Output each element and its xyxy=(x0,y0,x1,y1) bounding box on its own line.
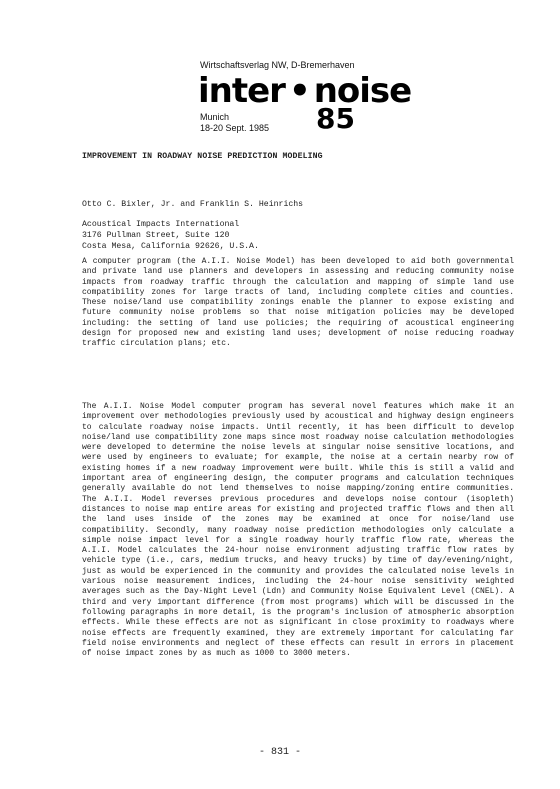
paper-title: IMPROVEMENT IN ROADWAY NOISE PREDICTION MODELING xyxy=(82,152,323,161)
paper-authors: Otto C. Bixler, Jr. and Franklin S. Heinrichs xyxy=(82,200,304,209)
publisher-line: Wirtschaftsverlag NW, D-Bremerhaven xyxy=(200,60,355,70)
conference-year: 85 xyxy=(316,102,355,135)
affiliation-line: 3176 Pullman Street, Suite 120 xyxy=(82,231,230,240)
body-paragraph: A computer program (the A.I.I. Noise Model) has been developed to aid both governmental and private land use planners and developers in assessing and reducing community noise impacts from roadway traffic through the calculation and mapping of simple land use compatibility zones for large tracts of land, including complete cities and counties. These noise/land use compatibility zonings enable the planner to expose existing and future community noise problems so that noise mitigation policies may be developed including: the setting of land use policies; the requiring of acoustical engineering design for proposed new and existing land uses; development of noise reducing roadway traffic circulation plans; etc. xyxy=(82,257,514,349)
body-paragraph: The A.I.I. Noise Model computer program has several novel features which make it an improvement over methodologies previously used by acoustical and highway design engineers to calculate roadway noise impacts. Until recently, it has been difficult to develop noise/land use compatibility zone maps since most roadway noise calculation methodologies were developed to determine the noise levels at singular noise sensitive locations, and were used by engineers to evaluate; for example, the noise at a certain nearby row of existing homes if a new roadway improvement were built. While this is still a valid and important area of engineering design, the computer programs and calculation techniques generally available do not lend themselves to noise mapping/zoning entire communities. The A.I.I. Model reverses previous procedures and develops noise contour (isopleth) distances to noise map entire areas for existing and projected traffic flows and then all the land uses inside of the zones may be examined at once for noise/land use compatibility. Secondly, many roadway noise prediction methodologies only calculate a simple noise impact level for a single roadway hourly traffic flow rate, whereas the A.I.I. Model calculates the 24-hour noise environment adjusting traffic flow rates by vehicle type (i.e., cars, medium trucks, and heavy trucks) by time of day/evening/night, just as would be experienced in the community and provides the calculated noise levels in various noise measurement indices, including the 24-hour noise sensitivity weighted averages such as the Day-Night Level (Ldn) and Community Noise Equivalent Level (CNEL). A third and very important difference (from most programs) which will be discussed in the following paragraphs in more detail, is the program's inclusion of atmospheric absorption effects. While these effects are not as significant in close proximity to roadways where noise effects are frequently examined, they are extremely important for calculating far field noise environments and neglect of these effects can result in errors in placement of noise impact zones by as much as 1000 to 3000 meters. xyxy=(82,402,514,659)
conference-logo xyxy=(198,71,412,111)
conference-dates: 18-20 Sept. 1985 xyxy=(200,123,270,133)
conference-venue xyxy=(200,112,269,134)
logo-word-inter: inter xyxy=(198,71,285,111)
conference-city: Munich xyxy=(200,112,230,122)
page-number: - 831 - xyxy=(258,747,301,758)
affiliation-line: Costa Mesa, California 92626, U.S.A. xyxy=(82,242,259,251)
author-affiliation xyxy=(82,219,259,252)
affiliation-line: Acoustical Impacts International xyxy=(82,220,240,229)
logo-word-noise: noise xyxy=(313,71,412,111)
logo-dot: • xyxy=(288,71,310,111)
